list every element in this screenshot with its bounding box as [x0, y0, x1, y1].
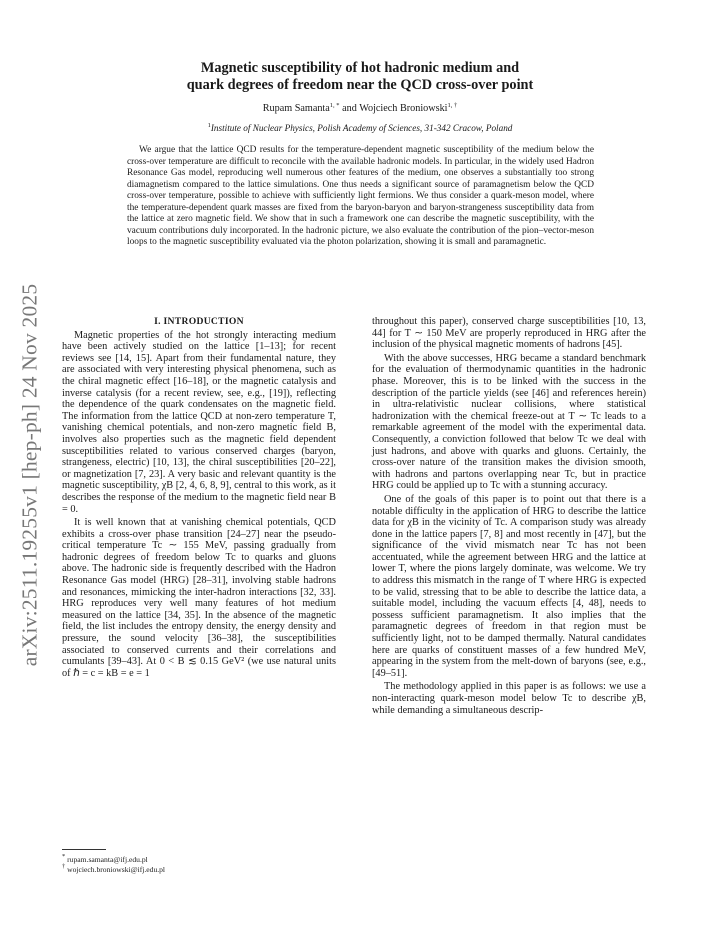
affiliation	[120, 123, 600, 133]
paper-title	[120, 60, 600, 94]
abstract: We argue that the lattice QCD results for the temperature-dependent magnetic susceptibility of the medium below the cross-over temperature are difficult to reconcile with the available hadronic models. In particular, in the widely used Hadron Resonance Gas model, reproducing well numerous other features of the medium, one observes a substantially too strong diamagnetism compared to the lattice simulations. One thus needs a significant source of paramagnetism below the QCD cross-over temperature, possible to achieve with sufficiently light fermions. We thus consider a quark-meson model, where the temperature-dependent quark masses are fixed from the baryon-baryon and baryon-strangeness susceptibility data from the lattice at zero magnetic field. We show that in such a framework one can describe the magnetic susceptibility, with the vacuum contributions duly incorporated. In the hadronic picture, we also evaluate the contribution of the pion–vector-meson loops to the magnetic susceptibility evaluated via the photon polarization, showing it is small and paramagnetic.	[127, 145, 594, 247]
footnote-email-link[interactable]: rupam.samanta@ifj.edu.pl	[67, 855, 148, 864]
affiliation-mark: 1	[207, 122, 211, 129]
arxiv-identifier-text: arXiv:2511.19255v1 [hep-ph] 24 Nov 2025	[17, 283, 42, 667]
author-name: Rupam Samanta	[262, 103, 330, 114]
affiliation-text: Institute of Nuclear Physics, Polish Academy of Sciences, 31-342 Cracow, Poland	[210, 123, 513, 133]
footnote-mark: *	[62, 853, 66, 860]
body-paragraph: With the above successes, HRG became a standard benchmark for the evaluation of thermodynamic quantities in the hadronic phase. Moreover, this is to be linked with the success in the description of the particle yields (see [46] and references herein) in ultra-relativistic nuclear collisions, where statistical hadronization with the chemical freeze-out at T ∼ Tc leads to a remarkable agreement of the model with the experimental data. Consequently, a conviction followed that below Tc we deal with just hadrons, and above with quarks and gluons. Certainly, the cross-over nature of the transition makes the division smooth, with hadrons and partons overlapping near Tc, but in practice HRG could be applied up to Tc with a stunning accuracy.	[372, 352, 646, 492]
right-column	[372, 316, 646, 716]
left-column	[62, 316, 336, 679]
body-paragraph: One of the goals of this paper is to point out that there is a notable difficulty in the application of HRG to describe the lattice data for χB in the vicinity of Tc. A comparison study was already done in the lattice papers [7, 8] and most recently in [47], but the significance of the vivid mismatch near Tc has not been accentuated, while the agreement between HRG and the lattice at lower T, where the pions largely dominate, was welcome. We try to address this mismatch in the range of T where HRG is expected to be valid, stressing that to be able to describe the lattice data, a suitable model, including the vacuum effects [4, 48], needs to possess sufficient paramagnetism. It also implies that the paramagnetic degrees of freedom in that region must be sufficiently light, not to be damped thermally. Natural candidates here are quarks of constituent masses of a few hundred MeV, appearing in the system from the melt-down of baryons (see, e.g., [49–51].	[372, 493, 646, 679]
arxiv-identifier-stamp	[8, 250, 52, 700]
footnote-mark: †	[62, 863, 66, 870]
body-paragraph: It is well known that at vanishing chemical potentials, QCD exhibits a cross-over phase transition [24–27] near the pseudo-critical temperature Tc ∼ 155 MeV, passing gradually from hadronic degrees of freedom below Tc to quarks and gluons above. The hadronic side is frequently described with the Hadron Resonance Gas model (HRG) [28–31], involving stable hadrons and resonances, mimicking the inter-hadron interactions [32, 33]. HRG reproduces very well many features of hot medium measured on the lattice [34, 35]. In the absence of the magnetic field, the list includes the entropy density, the energy density and pressure, the sound velocity [36–38], the susceptibilities associated to conserved currents and their correlations and cumulants [39–43]. At 0 < B ≲ 0.15 GeV² (we use natural units of ℏ = c = kB = e = 1	[62, 517, 336, 679]
footnote-email-link[interactable]: wojciech.broniowski@ifj.edu.pl	[67, 865, 166, 874]
author-affiliation-mark: 1, †	[447, 102, 458, 109]
footnote	[62, 865, 342, 875]
author-list	[120, 103, 600, 114]
section-heading: I. INTRODUCTION	[154, 316, 244, 327]
title-line-1: Magnetic susceptibility of hot hadronic medium and	[200, 60, 520, 76]
footnote	[62, 855, 342, 865]
footnote-divider	[62, 849, 106, 850]
author-name: Wojciech Broniowski	[359, 103, 448, 114]
footnotes	[62, 855, 342, 875]
title-line-2: quark degrees of freedom near the QCD cross-over point	[186, 77, 534, 93]
body-paragraph: Magnetic properties of the hot strongly interacting medium have been actively studied on the lattice [1–13]; for recent reviews see [14, 15]. Apart from their fundamental nature, they are associated with very interesting physical phenomena, such as the chiral magnetic effect [16–18], or the magnetic catalysis and inverse catalysis (for a recent review, see, e.g., [19]), reflecting the dependence of the quark condensates on the magnetic field. The information from the lattice QCD at non-zero temperature T, vanishing chemical potentials, and non-zero magnetic field B, involves also properties such as the magnetic field dependent susceptibilities related to various conserved charges (baryon, strangeness, electric) [10, 13], the chiral susceptibilities [20–22], or magnetization [7, 23]. A very basic and relevant quantity is the magnetic susceptibility, χB [2, 4, 6, 8, 9], central to this work, as it describes the response of the medium to the magnetic field near B = 0.	[62, 329, 336, 515]
body-paragraph-continued: throughout this paper), conserved charge susceptibilities [10, 13, 44] for T ∼ 150 MeV are properly reproduced in HRG after the inclusion of the physical magnetic moments of hadrons [45].	[372, 316, 646, 351]
author-conjunction: and	[342, 103, 357, 114]
body-paragraph: The methodology applied in this paper is as follows: we use a non-interacting quark-meson model below Tc to describe χB, while demanding a simultaneous descrip-	[372, 681, 646, 716]
author-affiliation-mark: 1, *	[329, 102, 340, 109]
